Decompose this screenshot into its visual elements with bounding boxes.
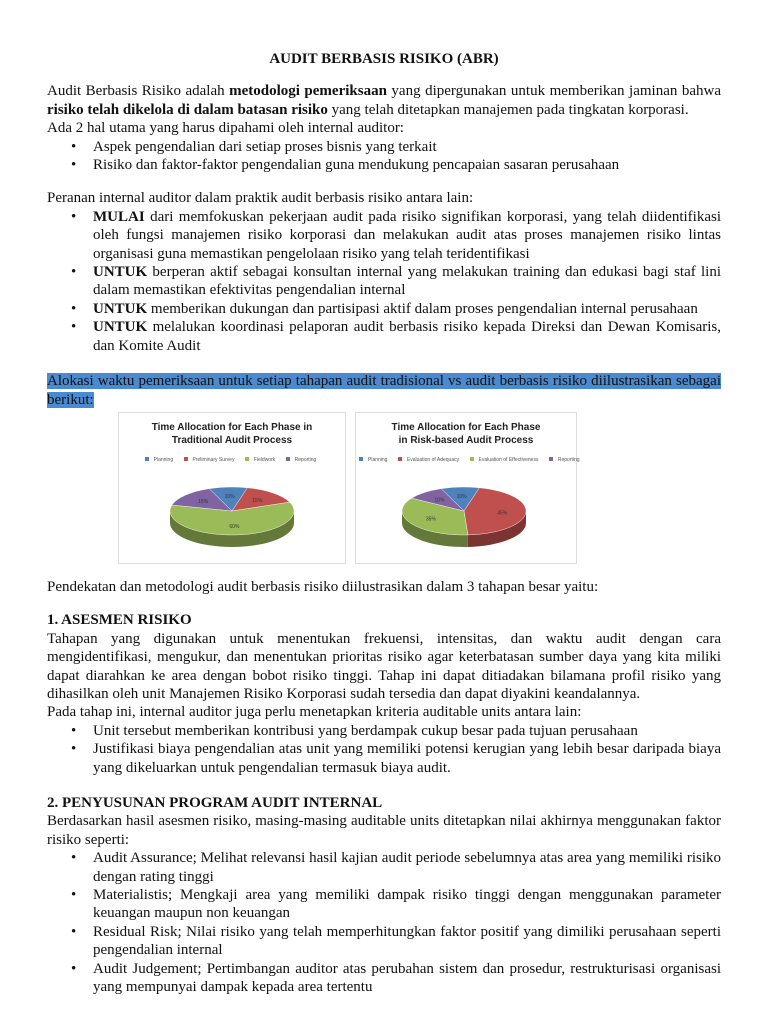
section1-lead: Pada tahap ini, internal auditor juga perlu menetapkan kriteria auditable units antara lain: — [47, 704, 582, 721]
bullet-icon: • — [71, 138, 77, 155]
legend-item: Reporting — [286, 457, 320, 463]
chart-legend — [119, 451, 345, 469]
pendekatan-paragraph: Pendekatan dan metodologi audit berbasis risiko diilustrasikan dalam 3 tahapan besar yaitu: — [47, 578, 599, 595]
chart-title: Time Allocation for Each Phase in Traditional Audit Process — [151, 421, 313, 446]
section1-list — [47, 722, 721, 777]
section-heading: 1. ASESMEN RISIKO — [47, 612, 192, 629]
list-item — [47, 263, 721, 300]
pie-data-label: 35% — [425, 516, 436, 523]
list-text: melalukan koordinasi pelaporan audit berbasis risiko kepada Direksi dan Dewan Komisaris, dan Komite Audit — [93, 319, 721, 354]
document-page — [47, 50, 721, 996]
traditional-pie-chart — [118, 412, 346, 564]
document-title: AUDIT BERBASIS RISIKO (ABR) — [269, 51, 499, 67]
chart-legend — [356, 451, 580, 469]
list-text: Justifikasi biaya pengendalian atas unit yang memiliki potensi kerugian yang lebih besar daripada biaya yang dikeluarkan untuk pengendalian termasuk biaya audit. — [93, 741, 721, 776]
list-text: Audit Assurance; Melihat relevansi hasil kajian audit periode sebelumnya atas area yang memiliki risiko dengan rating tinggi — [93, 850, 721, 885]
bullet-icon: • — [71, 722, 77, 739]
list-item — [47, 300, 721, 318]
legend-item: Planning — [145, 457, 176, 463]
legend-item: Reporting — [549, 457, 583, 463]
list-item — [47, 318, 721, 355]
intro-lead: Ada 2 hal utama yang harus dipahami oleh internal auditor: — [47, 120, 404, 137]
bold-text: UNTUK — [93, 319, 148, 336]
bold-text: UNTUK — [93, 300, 148, 317]
list-text: berperan aktif sebagai konsultan internal yang melakukan training dan edukasi bagi staf lini dalam memastikan efektivitas pengendalian internal — [93, 264, 721, 299]
bullet-icon: • — [71, 300, 77, 317]
bullet-icon: • — [71, 923, 77, 940]
list-item — [47, 138, 721, 156]
list-text: Unit tersebut memberikan kontribusi yang berdampak cukup besar pada tujuan perusahaan — [93, 722, 638, 739]
risk-based-pie-chart — [355, 412, 580, 564]
intro-list — [47, 138, 721, 175]
list-item — [47, 740, 721, 777]
list-item — [47, 886, 721, 923]
bullet-icon: • — [71, 208, 77, 225]
list-item — [47, 156, 721, 174]
pie-data-label: 15% — [252, 498, 263, 505]
list-text: Risiko dan faktor-faktor pengendalian guna mendukung pencapaian sasaran perusahaan — [93, 157, 620, 174]
list-item — [47, 849, 721, 886]
list-text: Audit Judgement; Pertimbangan auditor atas perubahan sistem dan prosedur, restrukturisasi organisasi yang mempunyai dampak kepada area tertentu — [93, 960, 721, 996]
selected-text[interactable]: Alokasi waktu pemeriksaan untuk setiap tahapan audit tradisional vs audit berbasis risiko diilustrasikan sebagai berikut: — [47, 373, 721, 408]
section2-paragraph: Berdasarkan hasil asesmen risiko, masing-masing auditable units ditetapkan nilai akhirnya menggunakan faktor risiko seperti: — [47, 813, 721, 848]
bold-text: metodologi pemeriksaan — [229, 83, 387, 100]
legend-item: Evaluation of Effectiveness — [470, 457, 542, 463]
text: yang dipergunakan untuk memberikan jaminan bahwa — [386, 83, 721, 100]
list-text: dari memfokuskan pekerjaan audit pada risiko signifikan korporasi, yang telah diidentifikasi oleh fungsi manajemen risiko korporasi dan melakukan audit atas proses manajemen risiko lintas organisasi guna memastikan pengelolaan risiko yang telah teridentifikasi — [93, 208, 721, 262]
intro-paragraph — [47, 82, 721, 119]
bullet-icon: • — [71, 850, 77, 867]
text: Audit Berbasis Risiko adalah — [47, 83, 230, 100]
bold-text: risiko telah dikelola di dalam batasan risiko — [47, 101, 328, 118]
bullet-icon: • — [71, 960, 77, 977]
list-text: Residual Risk; Nilai risiko yang telah memperhitungkan faktor positif yang dimiliki perusahaan seperti pengendalian internal — [93, 923, 721, 959]
pie-plot — [119, 469, 345, 569]
bullet-icon: • — [71, 319, 77, 336]
legend-item: Preliminary Survey — [184, 457, 238, 463]
section-heading: 2. PENYUSUNAN PROGRAM AUDIT INTERNAL — [47, 794, 383, 811]
highlighted-paragraph[interactable] — [47, 372, 721, 409]
charts-row — [47, 412, 721, 578]
chart-title: Time Allocation for Each Phase in Risk-based Audit Process — [391, 421, 541, 446]
list-item — [47, 208, 721, 263]
section2-list — [47, 849, 721, 996]
list-item — [47, 722, 721, 740]
list-text: memberikan dukungan dan partisipasi aktif dalam proses pengendalian internal perusahaan — [147, 300, 698, 317]
peranan-list — [47, 208, 721, 355]
pie-data-label: 10% — [434, 497, 445, 504]
legend-item: Evaluation of Adequacy — [398, 457, 462, 463]
bold-text: UNTUK — [93, 264, 148, 281]
pie-data-label: 45% — [497, 510, 508, 517]
list-text: Aspek pengendalian dari setiap proses bisnis yang terkait — [93, 138, 437, 155]
bullet-icon: • — [71, 887, 77, 903]
bold-text: MULAI — [93, 208, 145, 225]
legend-item: Fieldwork — [245, 457, 278, 463]
bullet-icon: • — [71, 157, 77, 174]
pie-data-label: 15% — [198, 499, 209, 506]
list-item — [47, 960, 721, 997]
peranan-lead: Peranan internal auditor dalam praktik audit berbasis risiko antara lain: — [47, 190, 474, 207]
pie-data-label: 60% — [229, 524, 240, 531]
legend-item: Planning — [359, 457, 390, 463]
list-text: Materialistis; Mengkaji area yang memiliki dampak risiko tinggi dengan menggunakan parameter keuangan maupun non keuangan — [93, 887, 721, 922]
pie-data-label: 10% — [456, 494, 467, 501]
bullet-icon: • — [71, 264, 77, 281]
list-item — [47, 923, 721, 960]
text: yang telah ditetapkan manajemen pada tingkatan korporasi. — [327, 101, 689, 118]
section1-paragraph: Tahapan yang digunakan untuk menentukan frekuensi, intensitas, dan waktu audit dengan cara mengidentifikasi, mengukur, dan menentukan prioritas risiko agar keterbatasan sumber daya yang kita miliki dapat diarahkan ke area dengan bobot risiko tinggi. Tahap ini dapat ditiadakan bilamana profil risiko yang dihasilkan oleh unit Manajemen Risiko Korporasi sudah tersedia dan dapat diyakini keandalannya. — [47, 630, 721, 702]
pie-data-label: 10% — [224, 494, 235, 501]
pie-plot — [356, 469, 576, 569]
bullet-icon: • — [71, 741, 77, 758]
